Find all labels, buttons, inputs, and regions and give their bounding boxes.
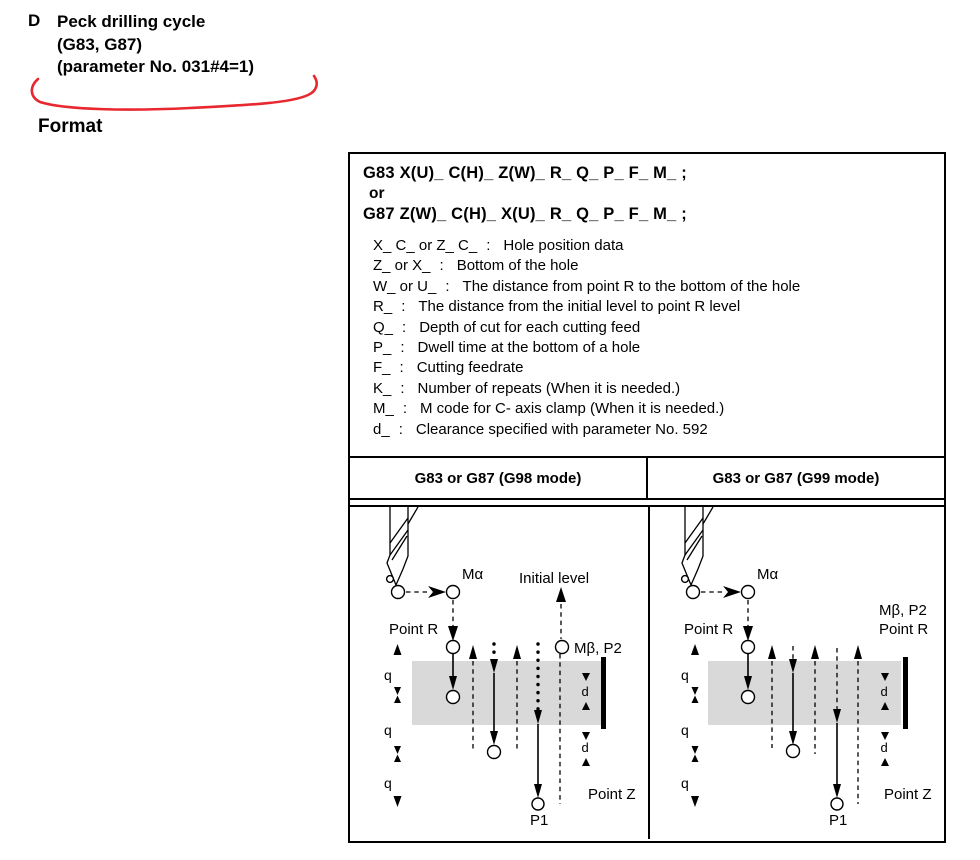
label-d2: d	[581, 740, 589, 755]
down-arrowhead	[743, 626, 753, 641]
p1-node	[831, 798, 843, 810]
gcode-line-g87: G87 Z(W)_ C(H)_ X(U)_ R_ Q_ P_ F_ M_ ;	[363, 205, 687, 223]
param-colon: :	[402, 400, 408, 418]
label-d2: d	[880, 740, 888, 755]
param-label: F_	[373, 359, 391, 377]
up-arrowhead	[811, 645, 819, 659]
header-g99-mode: G83 or G87 (G99 mode)	[712, 469, 880, 487]
dimension-chain-q	[681, 644, 699, 807]
peck-cycle-diagram-g98	[350, 507, 648, 839]
label-point-r: Point R	[684, 621, 734, 638]
peck-bottom-1	[742, 691, 755, 704]
peck-cycle-diagram-g99	[650, 507, 944, 839]
param-desc: M code for C- axis clamp (When it is needed.)	[420, 400, 725, 418]
label-m-alpha: Mα	[462, 566, 484, 583]
drill-bit-icon	[387, 507, 418, 585]
param-desc: Number of repeats (When it is needed.)	[417, 379, 681, 397]
param-row	[373, 318, 944, 338]
dimension-chain-q	[384, 644, 402, 807]
format-heading: Format	[38, 116, 103, 137]
up-arrowhead	[556, 587, 566, 602]
up-arrowhead	[768, 645, 776, 659]
point-r-node	[742, 641, 755, 654]
param-row	[373, 379, 944, 399]
red-underline-annotation	[8, 72, 330, 120]
gcode-line-g83: G83 X(U)_ C(H)_ Z(W)_ R_ Q_ P_ F_ M_ ;	[363, 164, 687, 182]
param-label: X_ C_ or Z_ C_	[373, 237, 478, 254]
param-label: M_	[373, 400, 394, 418]
down-arrowhead	[789, 731, 797, 745]
label-q2: q	[681, 722, 689, 738]
param-colon: :	[398, 420, 403, 438]
right-arrowhead	[428, 586, 446, 598]
label-m-alpha: Mα	[757, 566, 779, 583]
param-row	[373, 338, 944, 358]
gcode-or: or	[369, 185, 385, 202]
right-arrowhead	[723, 586, 741, 598]
label-q1: q	[681, 667, 689, 683]
param-row	[373, 277, 944, 297]
label-q3: q	[384, 775, 392, 791]
peck-bottom-2	[488, 746, 501, 759]
param-row	[373, 399, 944, 419]
label-p1: P1	[829, 812, 848, 829]
down-arrowhead	[490, 731, 498, 745]
param-label: Z_ or X_	[373, 257, 431, 275]
header-g98-mode: G83 or G87 (G98 mode)	[350, 458, 648, 498]
label-point-z: Point Z	[884, 786, 932, 803]
format-box	[350, 154, 944, 458]
p1-node	[532, 798, 544, 810]
label-d1: d	[581, 684, 589, 699]
section-title-line3: (parameter No. 031#4=1)	[57, 57, 255, 76]
label-m-beta-p2: Mβ, P2	[574, 640, 622, 657]
label-point-r-level: Point R	[879, 621, 929, 638]
label-p1: P1	[530, 812, 549, 829]
label-point-z: Point Z	[588, 786, 636, 803]
param-label: W_ or U_	[373, 277, 437, 295]
param-colon: :	[401, 298, 406, 316]
param-label: R_	[373, 298, 393, 316]
up-arrowhead	[469, 645, 477, 659]
param-colon: :	[400, 339, 405, 357]
red-curve-path	[32, 76, 317, 110]
param-desc: The distance from point R to the bottom of the hole	[462, 277, 801, 295]
param-row	[373, 420, 944, 440]
param-label: d_	[373, 420, 390, 438]
workpiece	[412, 661, 601, 725]
up-arrowhead	[854, 645, 862, 659]
diagram-row	[350, 505, 944, 839]
param-desc: Bottom of the hole	[456, 257, 579, 275]
param-label: K_	[373, 379, 392, 397]
mode-header-row	[350, 458, 944, 500]
param-row	[373, 236, 944, 256]
section-title	[57, 11, 254, 79]
down-arrowhead	[448, 626, 458, 641]
label-q3: q	[681, 775, 689, 791]
param-colon: :	[439, 257, 444, 275]
label-q1: q	[384, 667, 392, 683]
param-colon: :	[399, 359, 404, 377]
section-title-line1: Peck drilling cycle	[57, 12, 206, 31]
m-beta-node	[556, 641, 569, 654]
position-node	[392, 586, 405, 599]
param-desc: The distance from the initial level to point R level	[418, 298, 741, 316]
param-desc: Dwell time at the bottom of a hole	[417, 339, 641, 357]
peck-bottom-2	[787, 745, 800, 758]
param-desc: Clearance specified with parameter No. 592	[415, 420, 708, 438]
diagram-cell-g99	[650, 507, 944, 839]
dimension-d-2	[582, 732, 591, 766]
param-row	[373, 358, 944, 378]
dimension-d-2	[881, 732, 890, 766]
param-row	[373, 256, 944, 276]
workpiece-edge-bar	[903, 657, 908, 729]
label-q2: q	[384, 722, 392, 738]
label-initial-level: Initial level	[519, 570, 590, 587]
param-colon: :	[445, 277, 450, 295]
param-label: P_	[373, 339, 392, 357]
point-r-node	[447, 641, 460, 654]
label-point-r: Point R	[389, 621, 439, 638]
section-title-line2: (G83, G87)	[57, 34, 143, 54]
format-table	[348, 152, 946, 843]
label-m-beta-p2: Mβ, P2	[879, 602, 927, 619]
param-row	[373, 297, 944, 317]
param-colon: :	[402, 318, 407, 336]
down-arrowhead	[833, 784, 841, 798]
workpiece	[708, 661, 901, 725]
param-desc: Hole position data	[503, 237, 624, 254]
m-alpha-node	[742, 586, 755, 599]
param-desc: Depth of cut for each cutting feed	[419, 318, 641, 336]
label-d1: d	[880, 684, 888, 699]
drill-bit-icon	[682, 507, 713, 585]
section-letter: D	[28, 11, 41, 30]
position-node	[687, 586, 700, 599]
up-arrowhead	[513, 645, 521, 659]
param-desc: Cutting feedrate	[416, 359, 524, 377]
param-colon: :	[400, 379, 405, 397]
param-colon: :	[486, 237, 491, 254]
parameter-legend	[363, 236, 944, 440]
param-label: Q_	[373, 318, 394, 336]
m-alpha-node	[447, 586, 460, 599]
diagram-cell-g98	[350, 507, 650, 839]
peck-bottom-1	[447, 691, 460, 704]
workpiece-edge-bar	[601, 657, 606, 729]
down-arrowhead	[534, 784, 542, 798]
